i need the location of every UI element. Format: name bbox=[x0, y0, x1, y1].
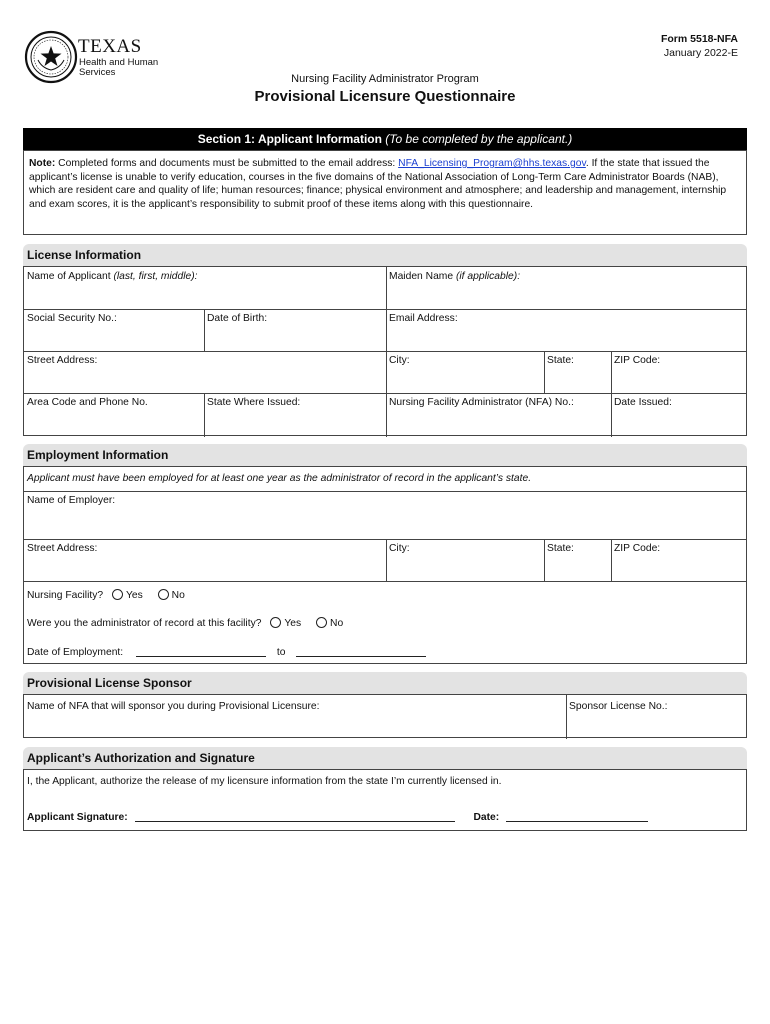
program-name: Nursing Facility Administrator Program bbox=[291, 73, 479, 85]
employment-requirement bbox=[24, 469, 748, 491]
section-1-subtitle: (To be completed by the applicant.) bbox=[385, 132, 573, 146]
ssn-field[interactable]: Social Security No.: bbox=[27, 313, 117, 324]
signature-date-label: Date: bbox=[473, 812, 500, 823]
form-date: January 2022-E bbox=[663, 47, 738, 59]
applicant-name-hint: (last, first, middle): bbox=[113, 271, 198, 282]
maiden-name-hint: (if applicable): bbox=[455, 271, 521, 282]
form-identifier bbox=[661, 33, 738, 59]
nursing-facility-no-radio[interactable] bbox=[158, 589, 169, 600]
applicant-signature-field[interactable] bbox=[135, 810, 455, 822]
employment-date-label: Date of Employment: bbox=[27, 647, 124, 658]
signature-date-field[interactable] bbox=[506, 810, 648, 822]
state-field[interactable]: State: bbox=[547, 355, 574, 366]
note-box bbox=[23, 150, 747, 235]
employer-state-field[interactable]: State: bbox=[547, 543, 574, 554]
employment-info-table bbox=[23, 466, 747, 664]
applicant-name-label: Name of Applicant bbox=[27, 271, 114, 282]
signature-heading: Applicant’s Authorization and Signature bbox=[23, 747, 747, 769]
section-1-title: Section 1: Applicant Information bbox=[197, 132, 382, 146]
employer-name-field[interactable]: Name of Employer: bbox=[27, 495, 116, 506]
employment-end-date-field[interactable] bbox=[296, 645, 426, 657]
street-address-field[interactable]: Street Address: bbox=[27, 355, 98, 366]
state-issued-field[interactable]: State Where Issued: bbox=[207, 397, 301, 408]
sponsor-table bbox=[23, 694, 747, 738]
date-issued-field[interactable]: Date Issued: bbox=[614, 397, 672, 408]
email-link[interactable]: NFA_Licensing_Program@hhs.texas.gov bbox=[398, 158, 586, 169]
nursing-facility-no-label: No bbox=[171, 590, 185, 601]
signature-row bbox=[24, 806, 748, 828]
employer-street-field[interactable]: Street Address: bbox=[27, 543, 98, 554]
nfa-number-field[interactable]: Nursing Facility Administrator (NFA) No.: bbox=[389, 397, 574, 408]
sponsor-name-field[interactable]: Name of NFA that will sponsor you during Provisional Licensure: bbox=[27, 701, 320, 712]
agency-line-2: Services bbox=[79, 67, 116, 78]
maiden-name-field[interactable] bbox=[386, 267, 748, 309]
nursing-facility-question bbox=[24, 585, 748, 607]
maiden-name-label: Maiden Name bbox=[389, 271, 456, 282]
nursing-facility-yes-label: Yes bbox=[125, 590, 143, 601]
nursing-facility-label: Nursing Facility? bbox=[27, 590, 104, 601]
dob-field[interactable]: Date of Birth: bbox=[207, 313, 268, 324]
phone-field[interactable]: Area Code and Phone No. bbox=[27, 397, 148, 408]
admin-of-record-no-label: No bbox=[330, 618, 344, 629]
note-text-2: . If the state that issued the applicant’s license is unable to verify education, courses in the five domains of the National Association of Long-Term Care Administrator Boards (NAB), which are resident care and quality of life; human resources; finance; physical environment and atmosphere; and leadership and management, internship and exam scores, it is the applicant’s responsibility to submit proof of these items along with this questionnaire. bbox=[29, 158, 727, 210]
zip-field[interactable]: ZIP Code: bbox=[614, 355, 661, 366]
license-info-heading: License Information bbox=[23, 244, 747, 266]
agency-line-1: Health and Human bbox=[79, 57, 159, 68]
agency-wordmark: TEXAS bbox=[78, 36, 142, 57]
sponsor-license-field[interactable]: Sponsor License No.: bbox=[569, 701, 668, 712]
sponsor-heading: Provisional License Sponsor bbox=[23, 672, 747, 694]
employment-info-heading: Employment Information bbox=[23, 444, 747, 466]
applicant-name-field[interactable] bbox=[24, 267, 386, 309]
form-number: Form 5518-NFA bbox=[660, 33, 738, 45]
email-field[interactable]: Email Address: bbox=[389, 313, 458, 324]
admin-of-record-question bbox=[24, 613, 748, 635]
signature-table bbox=[23, 769, 747, 831]
authorization-statement: I, the Applicant, authorize the release of my licensure information from the state I’m currently licensed in. bbox=[27, 776, 502, 787]
note-label: Note: bbox=[29, 158, 56, 169]
employment-start-date-field[interactable] bbox=[136, 645, 266, 657]
employer-city-field[interactable]: City: bbox=[389, 543, 410, 554]
admin-of-record-label: Were you the administrator of record at this facility? bbox=[27, 618, 262, 629]
employment-requirement-text: Applicant must have been employed for at least one year as the administrator of record in the applicant’s state. bbox=[27, 473, 532, 484]
admin-of-record-yes-label: Yes bbox=[284, 618, 302, 629]
admin-of-record-yes-radio[interactable] bbox=[270, 617, 281, 628]
employment-date-to: to bbox=[276, 647, 286, 658]
admin-of-record-no-radio[interactable] bbox=[316, 617, 327, 628]
license-info-table bbox=[23, 266, 747, 436]
note-text-1: Completed forms and documents must be submitted to the email address: bbox=[55, 158, 399, 169]
employment-dates-row bbox=[24, 641, 748, 663]
nursing-facility-yes-radio[interactable] bbox=[112, 589, 123, 600]
signature-label: Applicant Signature: bbox=[27, 812, 128, 823]
section-1-header bbox=[23, 128, 747, 150]
employer-zip-field[interactable]: ZIP Code: bbox=[614, 543, 661, 554]
city-field[interactable]: City: bbox=[389, 355, 410, 366]
document-title: Provisional Licensure Questionnaire bbox=[254, 88, 516, 105]
